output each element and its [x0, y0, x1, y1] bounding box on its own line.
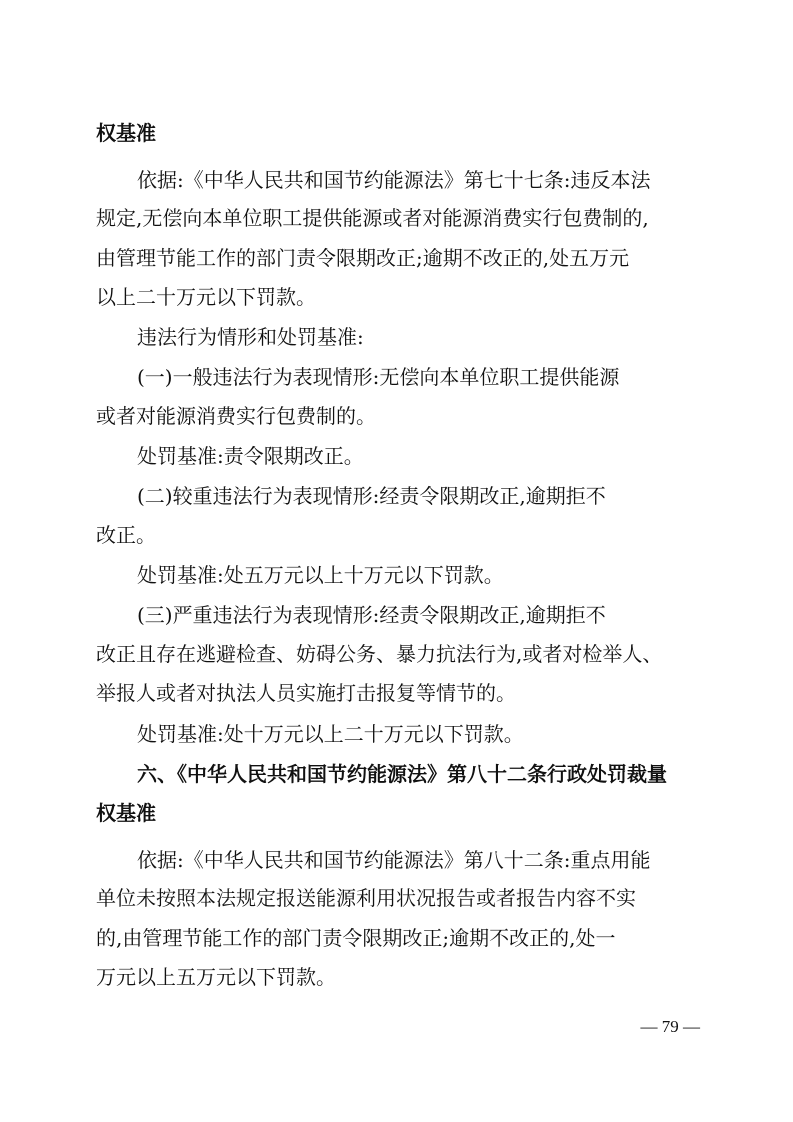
- paragraph-basis-77-line-4: 以上二十万元以下罚款。: [96, 285, 316, 309]
- section-heading-continuation: 权基准: [96, 121, 156, 145]
- paragraph-basis-77-line-2: 规定,无偿向本单位职工提供能源或者对能源消费实行包费制的,: [96, 206, 649, 230]
- paragraph-general-violation-line-1: (一)一般违法行为表现情形:无偿向本单位职工提供能源: [137, 365, 620, 389]
- section-heading-six-line-2: 权基准: [96, 801, 156, 825]
- paragraph-basis-82-line-1: 依据:《中华人民共和国节约能源法》第八十二条:重点用能: [137, 848, 651, 872]
- paragraph-severe-violation-line-2: 改正且存在逃避检查、妨碍公务、暴力抗法行为,或者对检举人、: [96, 642, 663, 666]
- paragraph-basis-77-line-3: 由管理节能工作的部门责令限期改正;逾期不改正的,处五万元: [96, 246, 630, 270]
- paragraph-general-violation-line-2: 或者对能源消费实行包费制的。: [96, 404, 376, 428]
- paragraph-basis-77-line-1: 依据:《中华人民共和国节约能源法》第七十七条:违反本法: [137, 168, 651, 192]
- paragraph-serious-violation-line-1: (二)较重违法行为表现情形:经责令限期改正,逾期拒不: [137, 484, 606, 508]
- paragraph-serious-violation-line-2: 改正。: [96, 523, 156, 547]
- paragraph-severe-violation-line-1: (三)严重违法行为表现情形:经责令限期改正,逾期拒不: [137, 603, 606, 627]
- paragraph-basis-82-line-2: 单位未按照本法规定报送能源利用状况报告或者报告内容不实: [96, 886, 636, 910]
- paragraph-severe-violation-line-3: 举报人或者对执法人员实施打击报复等情节的。: [96, 681, 516, 705]
- paragraph-serious-penalty: 处罚基准:处五万元以上十万元以下罚款。: [137, 563, 504, 587]
- paragraph-basis-82-line-3: 的,由管理节能工作的部门责令限期改正;逾期不改正的,处一: [96, 926, 616, 950]
- paragraph-severe-penalty: 处罚基准:处十万元以上二十万元以下罚款。: [137, 722, 524, 746]
- section-heading-six-line-1: 六、《中华人民共和国节约能源法》第八十二条行政处罚裁量: [137, 762, 667, 786]
- paragraph-circumstances-heading: 违法行为情形和处罚基准:: [137, 325, 364, 349]
- page-number: — 79 —: [640, 1017, 700, 1036]
- paragraph-basis-82-line-4: 万元以上五万元以下罚款。: [96, 965, 336, 989]
- paragraph-general-penalty: 处罚基准:责令限期改正。: [137, 444, 364, 468]
